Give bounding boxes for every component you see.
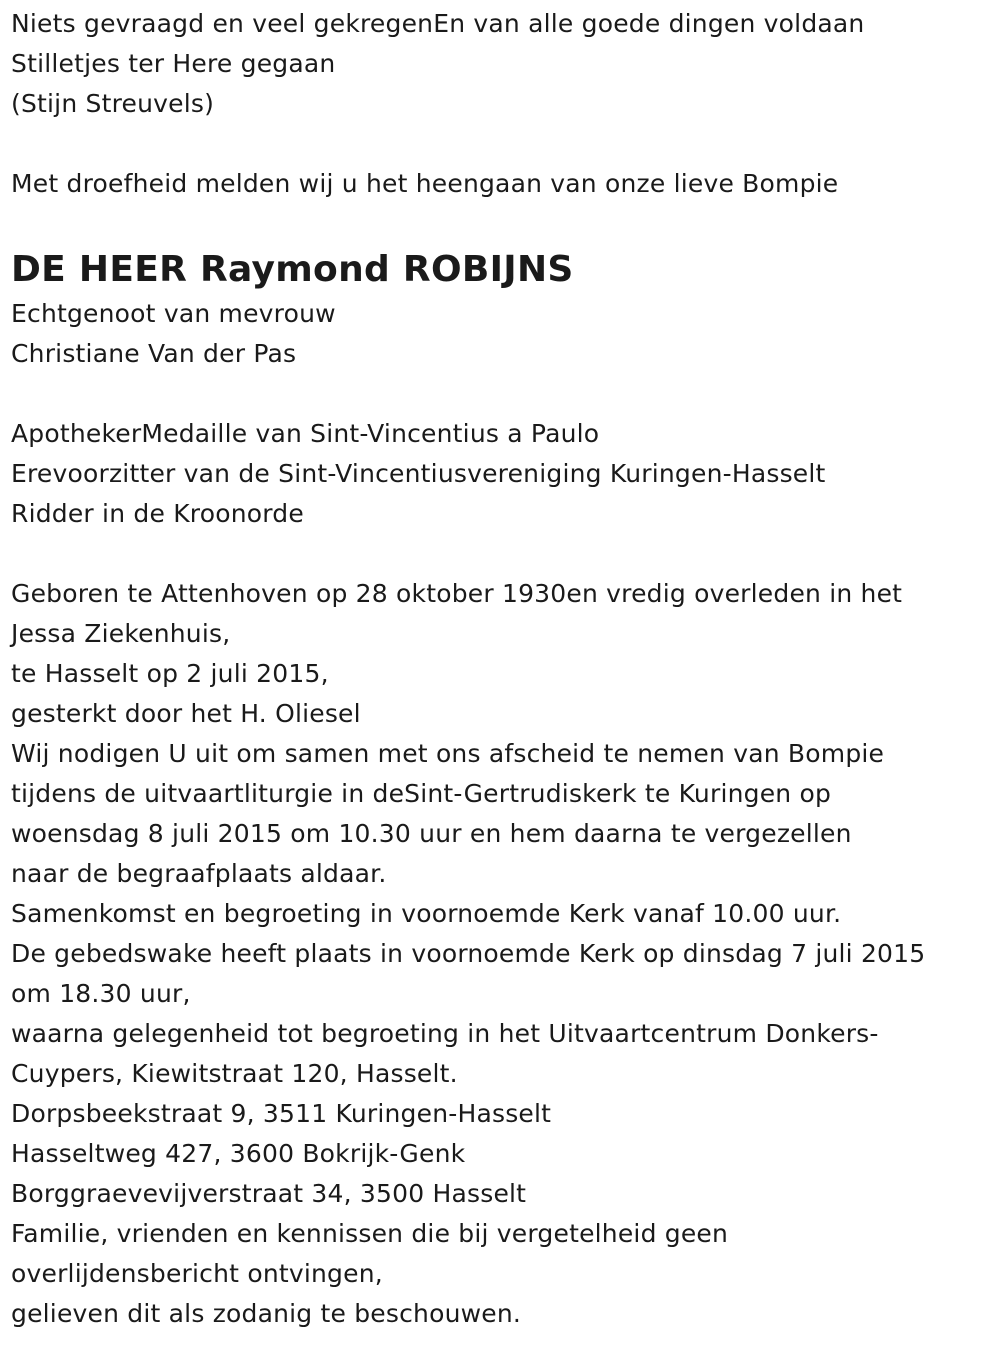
body-line: gelieven dit als zodanig te beschouwen. [11,1299,522,1328]
deceased-name: DE HEER Raymond ROBIJNS [11,249,574,290]
spouse-line-1: Echtgenoot van mevrouw [11,299,336,328]
body-line: om 18.30 uur, [11,979,191,1008]
spacer [11,124,991,164]
address-line: Dorpsbeekstraat 9, 3511 Kuringen-Hasselt [11,1099,552,1128]
body-line: Cuypers, Kiewitstraat 120, Hasselt. [11,1059,458,1088]
body-line: waarna gelegenheid tot begroeting in het Uitvaartcentrum Donkers- [11,1019,879,1048]
titles-list [11,414,991,534]
spacer [11,534,991,574]
body-line: gesterkt door het H. Oliesel [11,699,361,728]
spouse-line-2: Christiane Van der Pas [11,339,297,368]
address-line: Borggraevevijverstraat 34, 3500 Hasselt [11,1179,527,1208]
poem-author: (Stijn Streuvels) [11,89,215,118]
spacer [11,204,991,244]
notice-body [11,574,991,1334]
announcement: Met droefheid melden wij u het heengaan van onze lieve Bompie [11,169,839,198]
poem-line-1: Niets gevraagd en veel gekregenEn van alle goede dingen voldaan [11,9,865,38]
poem-line-2: Stilletjes ter Here gegaan [11,49,336,78]
body-line: te Hasselt op 2 juli 2015, [11,659,329,688]
poem [11,4,991,124]
body-line: Samenkomst en begroeting in voornoemde Kerk vanaf 10.00 uur. [11,899,842,928]
body-line: Familie, vrienden en kennissen die bij vergetelheid geen [11,1219,729,1248]
title-line: Ridder in de Kroonorde [11,499,304,528]
address-line: Hasseltweg 427, 3600 Bokrijk-Genk [11,1139,466,1168]
body-line: Jessa Ziekenhuis, [11,619,231,648]
body-line: overlijdensbericht ontvingen, [11,1259,383,1288]
body-line: De gebedswake heeft plaats in voornoemde Kerk op dinsdag 7 juli 2015 [11,939,926,968]
spacer [11,374,991,414]
body-line: woensdag 8 juli 2015 om 10.30 uur en hem daarna te vergezellen [11,819,852,848]
body-line: Geboren te Attenhoven op 28 oktober 1930en vredig overleden in het [11,579,903,608]
body-line: Wij nodigen U uit om samen met ons afscheid te nemen van Bompie [11,739,885,768]
obituary-notice [11,4,991,1334]
body-line: tijdens de uitvaartliturgie in deSint-Gertrudiskerk te Kuringen op [11,779,832,808]
title-line: Erevoorzitter van de Sint-Vincentiusvereniging Kuringen-Hasselt [11,459,826,488]
title-line: ApothekerMedaille van Sint-Vincentius a Paulo [11,419,600,448]
body-line: naar de begraafplaats aldaar. [11,859,387,888]
